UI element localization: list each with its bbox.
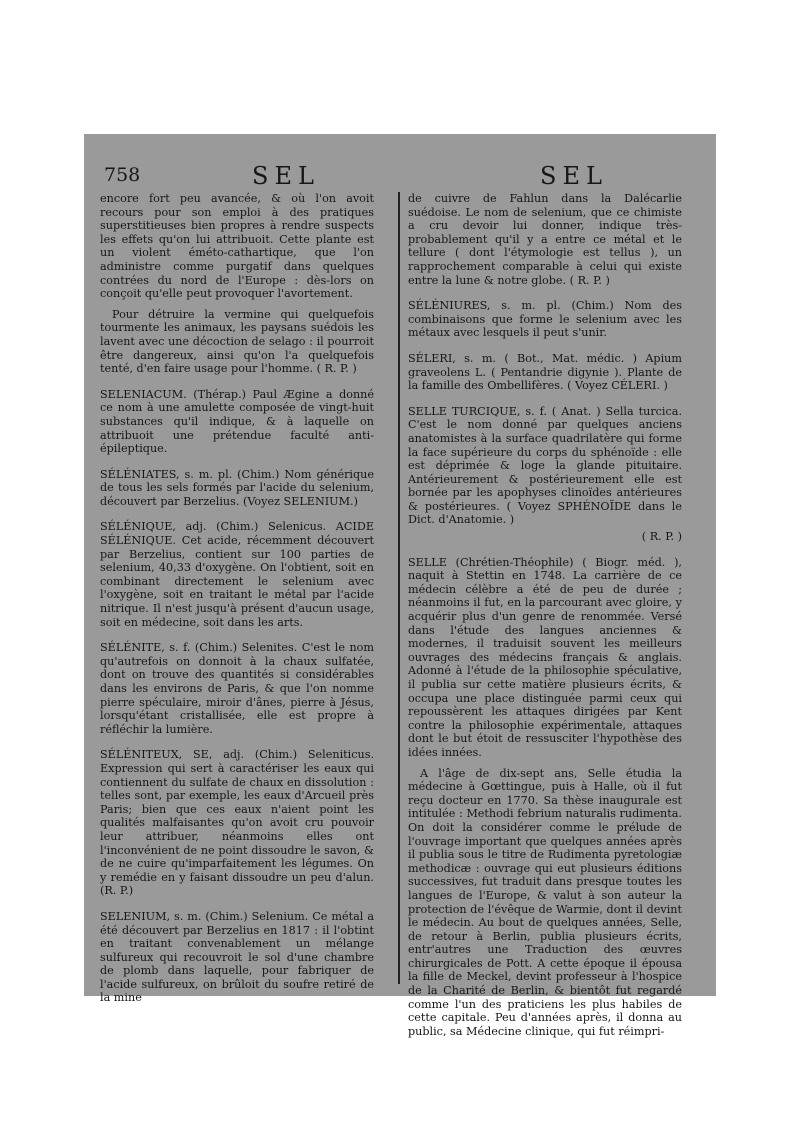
column-divider bbox=[398, 192, 400, 984]
page-number: 758 bbox=[104, 164, 141, 186]
entry-seleniteux: SÉLÉNITEUX, SE, adj. (Chim.) Seleniticus. Expression qui sert à caractériser les eaux qui contiennent du sulfate de chaux en dissolution : telles sont, par exemple, les eaux d'Arcueil près Paris; bien que ces eaux n'aient point les qualités malfaisantes qu'on avoit cru pouvoir leur attribuer, néanmoins elles ont l'inconvénient de ne point dissoudre le savon, & de ne cuire qu'imparfaitement les légumes. On y remédie en y faisant dissoudre un peu d'alun. (R. P.) bbox=[100, 748, 374, 898]
entry-seleniures: SÉLÉNIURES, s. m. pl. (Chim.) Nom des combinaisons que forme le selenium avec les métaux avec lesquels il peut s'unir. bbox=[408, 299, 682, 340]
entry-selle-biography: SELLE (Chrétien-Théophile) ( Biogr. méd. ), naquit à Stettin en 1748. La carrière de ce médecin célèbre a été de peu de durée ; néanmoins il fut, en la parcourant avec gloire, y acquérir plus d'un genre de renommée. Versé dans l'étude des langues anciennes & modernes, il traduisit souvent les meilleurs ouvrages des médecins français & anglais. Adonné à l'étude de la philosophie spéculative, il publia sur cette matière plusieurs écrits, & occupa une place distinguée parmi ceux qui repoussèrent les attaques dirigées par Kent contre la philosophie expérimentale, attaques dont le but étoit de ressusciter l'hypothèse des idées innées. bbox=[408, 555, 682, 759]
text-selle-career: A l'âge de dix-sept ans, Selle étudia la médecine à Gœttingue, puis à Halle, où il fut reçu docteur en 1770. Sa thèse inaugurale est intitulée : Methodi febrium naturalis rudimenta. On doit la considérer comme le prélude de l'ouvrage important que quelques années après il publia sous le titre de Rudimenta pyretologiæ methodicæ : ouvrage qui eut plusieurs éditions successives, fut traduit dans presque toutes les langues de l'Europe, & valut à son auteur la protection de l'évêque de Warmie, dont il devint le médecin. Au bout de quelques années, Selle, de retour à Berlin, publia plusieurs écrits, entr'autres une Traduction des œuvres chirurgicales de Pott. A cette époque il épousa la fille de Meckel, devint professeur à l'hospice de la Charité de Berlin, & bientôt fut regardé comme l'un des praticiens les plus habiles de cette capitale. Peu d'années après, il donna au public, sa Médecine clinique, qui fut réimpri- bbox=[408, 766, 682, 1038]
entry-selenium: SELENIUM, s. m. (Chim.) Selenium. Ce métal a été découvert par Berzelius en 1817 : il l'obtint en traitant convenablement un mélange sulfureux qui recouvroit le sol d'une chambre de plomb dans laquelle, pour fabriquer de l'acide sulfureux, on brûloit du soufre retiré de la mine bbox=[100, 909, 374, 1005]
entry-seleri: SÉLERI, s. m. ( Bot., Mat. médic. ) Apium graveolens L. ( Pentandrie digynie ). Plante de la famille des Ombellifères. ( Voyez CÉLERI. ) bbox=[408, 351, 682, 393]
entry-seleniacum: SELENIACUM. (Thérap.) Paul Ægine a donné ce nom à une amulette composée de vingt-huit substances qu'il indique, & à laquelle on attribuoit une prétendue faculté anti-épileptique. bbox=[100, 387, 374, 456]
running-head-right: SEL bbox=[540, 162, 608, 190]
text-selago-continued: encore fort peu avancée, & où l'on avoit recours pour son emploi à des pratiques superstitieuses bien propres à rendre suspects les effets qu'on lui attribuoit. Cette plante est un violent éméto-cathartique, que l'on administre comme purgatif dans quelques contrées du nord de l'Europe : dès-lors on conçoit qu'elle peut provoquer l'avortement. bbox=[100, 192, 374, 301]
entry-selle-turcique: SELLE TURCIQUE, s. f. ( Anat. ) Sella turcica. C'est le nom donné par quelques anciens anatomistes à la surface quadrilatère qui forme la face supérieure du corps du sphénoïde : elle est déprimée & loge la glande pituitaire. Antérieurement & postérieurement elle est bornée par les apophyses clinoïdes antérieures & postérieures. ( Voyez SPHÉNOÏDE dans le Dict. d'Anatomie. ) bbox=[408, 404, 682, 527]
left-column bbox=[100, 192, 374, 1012]
signature-rp: ( R. P. ) bbox=[641, 530, 682, 544]
entry-selenique: SÉLÉNIQUE, adj. (Chim.) Selenicus. ACIDE SÉLÉNIQUE. Cet acide, récemment découvert par Berzelius, contient sur 100 parties de selenium, 40,33 d'oxygène. On l'obtient, soit en combinant directement le selenium avec l'oxygène, soit en traitant le métal par l'acide nitrique. Il n'est jusqu'à présent d'aucun usage, soit en médecine, soit dans les arts. bbox=[100, 520, 374, 629]
text-selenium-continued: de cuivre de Fahlun dans la Dalécarlie suédoise. Le nom de selenium, que ce chimiste a cru devoir lui donner, indique très-probablement qu'il y a entre ce métal et le tellure ( dont l'étymologie est tellus ), un rapprochement comparable à celui qui existe entre la lune & notre globe. ( R. P. ) bbox=[408, 192, 682, 287]
entry-seleniates: SÉLÉNIATES, s. m. pl. (Chim.) Nom générique de tous les sels formés par l'acide du selenium, découvert par Berzelius. (Voyez SELENIUM.) bbox=[100, 467, 374, 508]
text-selago-vermine: Pour détruire la vermine qui quelquefois tourmente les animaux, les paysans suédois les lavent avec une décoction de selago : il pourroit être dangereux, ainsi qu'on l'a quelquefois tenté, d'en faire usage pour l'homme. ( R. P. ) bbox=[100, 307, 374, 376]
running-head-left: SEL bbox=[252, 162, 320, 190]
scanned-page bbox=[84, 134, 716, 1038]
entry-selenite: SÉLÉNITE, s. f. (Chim.) Selenites. C'est le nom qu'autrefois on donnoit à la chaux sulfatée, dont on trouve des quantités si considérables dans les environs de Paris, & que l'on nomme pierre spéculaire, miroir d'ânes, pierre à Jésus, lorsqu'étant cristallisée, elle est propre à réfléchir la lumière. bbox=[100, 641, 374, 736]
right-column bbox=[408, 192, 682, 1045]
